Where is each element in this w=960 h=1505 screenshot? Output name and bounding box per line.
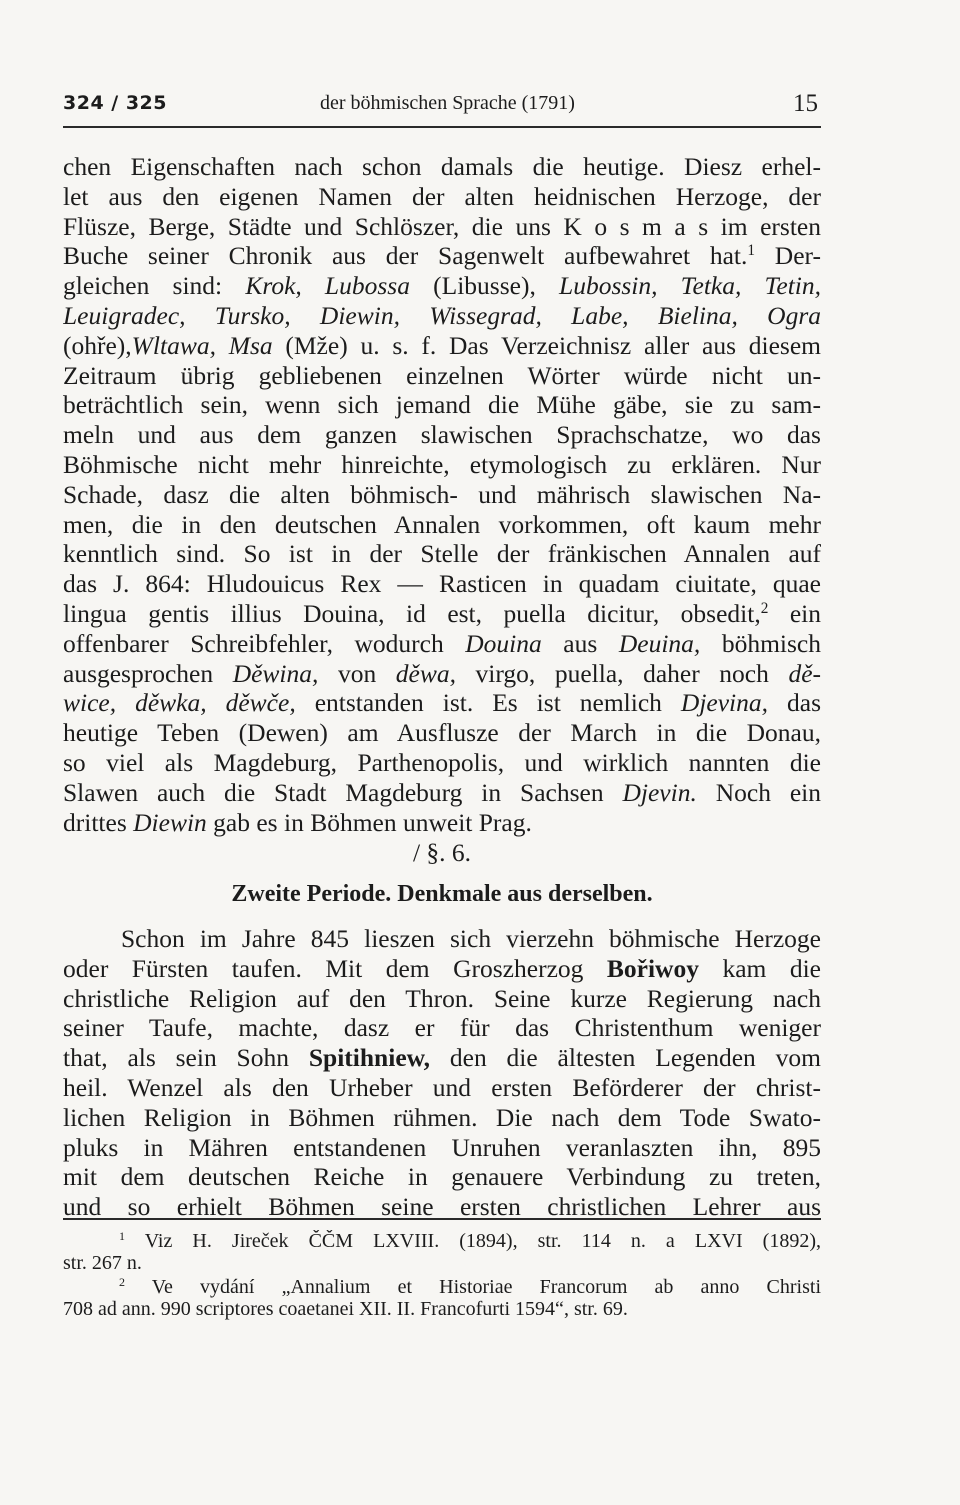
- text-run: Der-: [755, 241, 821, 271]
- text-line: [63, 808, 821, 838]
- page-number: 15: [793, 90, 818, 117]
- footnote-mark: 2: [119, 1276, 125, 1289]
- text-run: Ve vydání „Annalium et Historiae Francorum ab anno Christi: [125, 1276, 821, 1298]
- italic-names: Lubossin, Tetka, Tetin,: [559, 271, 821, 301]
- section-title: Zweite Periode. Denkmale aus derselben.: [231, 881, 653, 907]
- italic-word: Deuina,: [618, 628, 701, 658]
- text-line: [63, 271, 821, 301]
- italic-word: dě-: [788, 658, 821, 688]
- text-line: beträchtlich sein, wenn sich jemand die Mühe gäbe, sie zu sam-: [63, 390, 821, 420]
- text-run: drittes: [63, 807, 134, 837]
- footnote-line: [63, 1276, 821, 1298]
- text-run: (ohře),: [63, 330, 132, 360]
- footnote-1: [63, 1230, 821, 1274]
- text-run: virgo, puella, daher noch: [455, 658, 789, 688]
- footnote-ref-1: 1: [747, 242, 756, 260]
- footnote-rule: [63, 1218, 821, 1220]
- text-run: gleichen sind:: [63, 271, 246, 301]
- text-run: den die ältesten Legenden vom: [430, 1043, 821, 1073]
- text-line: heutige Teben (Dewen) am Ausflusze der March in die Donau,: [63, 718, 821, 748]
- footnote-line: 708 ad ann. 990 scriptores coaetanei XII. II. Francofurti 1594“, str. 69.: [63, 1298, 628, 1320]
- text-run: ausgesprochen: [63, 658, 233, 688]
- italic-words: wice, děwka, děwče,: [63, 688, 296, 718]
- text-line: [63, 599, 821, 629]
- text-line: christliche Religion auf den Thron. Seine kurze Regierung nach: [63, 983, 821, 1013]
- text-line: meln und aus dem ganzen slawischen Sprachschatze, wo das: [63, 420, 821, 450]
- text-run: oder Fürsten taufen. Mit dem Groszherzog: [63, 953, 607, 983]
- text-line: und so erhielt Böhmen seine ersten christlichen Lehrer aus: [63, 1192, 821, 1222]
- italic-names: Krok, Lubossa: [245, 271, 410, 301]
- text-line: heil. Wenzel als den Urheber und ersten Beförderer der christ-: [63, 1072, 821, 1102]
- text-line: Leuigradec, Tursko, Diewin, Wissegrad, Labe, Bielina, Ogra: [63, 300, 821, 330]
- bold-name: Bořiwoy: [606, 953, 699, 983]
- running-title: der böhmischen Sprache (1791): [320, 92, 575, 114]
- italic-word: Djevina,: [680, 688, 769, 718]
- text-line: Schade, dasz die alten böhmisch- und mährisch slawischen Na-: [63, 479, 821, 509]
- italic-word: Djevin.: [622, 777, 697, 807]
- page-numbers: 324 / 325: [63, 92, 167, 114]
- text-line: [63, 1043, 821, 1073]
- section-number: / §. 6.: [412, 838, 472, 867]
- text-run: (Libusse),: [409, 271, 560, 301]
- text-line: [63, 778, 821, 808]
- italic-word: děwa,: [395, 658, 456, 688]
- text-line: das J. 864: Hludouicus Rex — Rasticen in quadam ciuitate, quae: [63, 569, 821, 599]
- text-run: Slawen auch die Stadt Magdeburg in Sachsen: [63, 777, 623, 807]
- text-line: men, die in den deutschen Annalen vorkommen, oft kaum mehr: [63, 509, 821, 539]
- footnote-line: str. 267 n.: [63, 1252, 142, 1274]
- text-line: [63, 629, 821, 659]
- text-run: that, als sein Sohn: [63, 1043, 309, 1073]
- footnote-line: [63, 1230, 821, 1252]
- italic-names: Wltawa, Msa: [131, 330, 273, 360]
- text-line: kenntlich sind. So ist in der Stelle der fränkischen Annalen auf: [63, 539, 821, 569]
- text-run: kam die: [698, 953, 821, 983]
- bold-name: Spitihniew,: [308, 1043, 431, 1073]
- text-run: lingua gentis illius Douina, id est, puella dicitur, obsedit,: [63, 598, 761, 628]
- text-line: seiner Taufe, machte, dasz er für das Christenthum weniger: [63, 1013, 821, 1043]
- text-run: von: [318, 658, 396, 688]
- text-run: gab es in Böhmen unweit Prag.: [206, 807, 532, 837]
- footnote-2: [63, 1276, 821, 1320]
- text-line: so viel als Magdeburg, Parthenopolis, und wirklich nannten die: [63, 747, 821, 777]
- text-run: das: [768, 688, 821, 718]
- text-line: let aus den eigenen Namen der alten heidnischen Herzoge, der: [63, 181, 821, 211]
- text-line: lichen Religion in Böhmen rühmen. Die nach dem Tode Swato-: [63, 1102, 821, 1132]
- text-line: [63, 688, 821, 718]
- text-run: (Mže) u. s. f. Das Verzeichnisz aller aus diesem: [272, 330, 821, 360]
- text-line: mit dem deutschen Reiche in genauere Verbindung zu treten,: [63, 1162, 821, 1192]
- italic-word: Douina: [465, 628, 542, 658]
- text-run: entstanden ist. Es ist nemlich: [295, 688, 681, 718]
- paragraph-1: [63, 152, 821, 837]
- text-line: Flüsze, Berge, Städte und Schlöszer, die uns K o s m a s im ersten: [63, 211, 821, 241]
- text-line: Schon im Jahre 845 lieszen sich vierzehn böhmische Herzoge: [121, 924, 821, 953]
- text-line: pluks in Mähren entstandenen Unruhen veranlaszten ihn, 895: [63, 1132, 821, 1162]
- text-line: [63, 659, 821, 689]
- text-run: aus: [541, 628, 619, 658]
- italic-word: Děwina,: [232, 658, 319, 688]
- text-run: offenbarer Schreibfehler, wodurch: [63, 628, 466, 658]
- footnote-ref-2: 2: [760, 599, 769, 617]
- text-line: Zeitraum übrig gebliebenen einzelnen Wörter würde nicht un-: [63, 360, 821, 390]
- running-header: [63, 86, 821, 128]
- footnote-mark: 1: [119, 1230, 125, 1243]
- text-line: [63, 331, 821, 361]
- text-line: [63, 241, 821, 271]
- paragraph-2: [63, 924, 821, 1222]
- text-line: Böhmische nicht mehr hinreichte, etymologisch zu erklären. Nur: [63, 449, 821, 479]
- italic-word: Diewin: [133, 807, 207, 837]
- text-run: Viz H. Jireček ČČM LXVIII. (1894), str. 114 n. a LXVI (1892),: [125, 1230, 821, 1252]
- text-line: chen Eigenschaften nach schon damals die heutige. Diesz erhel-: [63, 152, 821, 181]
- text-run: ein: [768, 598, 821, 628]
- text-line: [63, 954, 821, 984]
- text-run: Buche seiner Chronik aus der Sagenwelt aufbewahret hat.: [63, 241, 748, 271]
- text-run: böhmisch: [700, 628, 821, 658]
- text-run: Noch ein: [696, 777, 821, 807]
